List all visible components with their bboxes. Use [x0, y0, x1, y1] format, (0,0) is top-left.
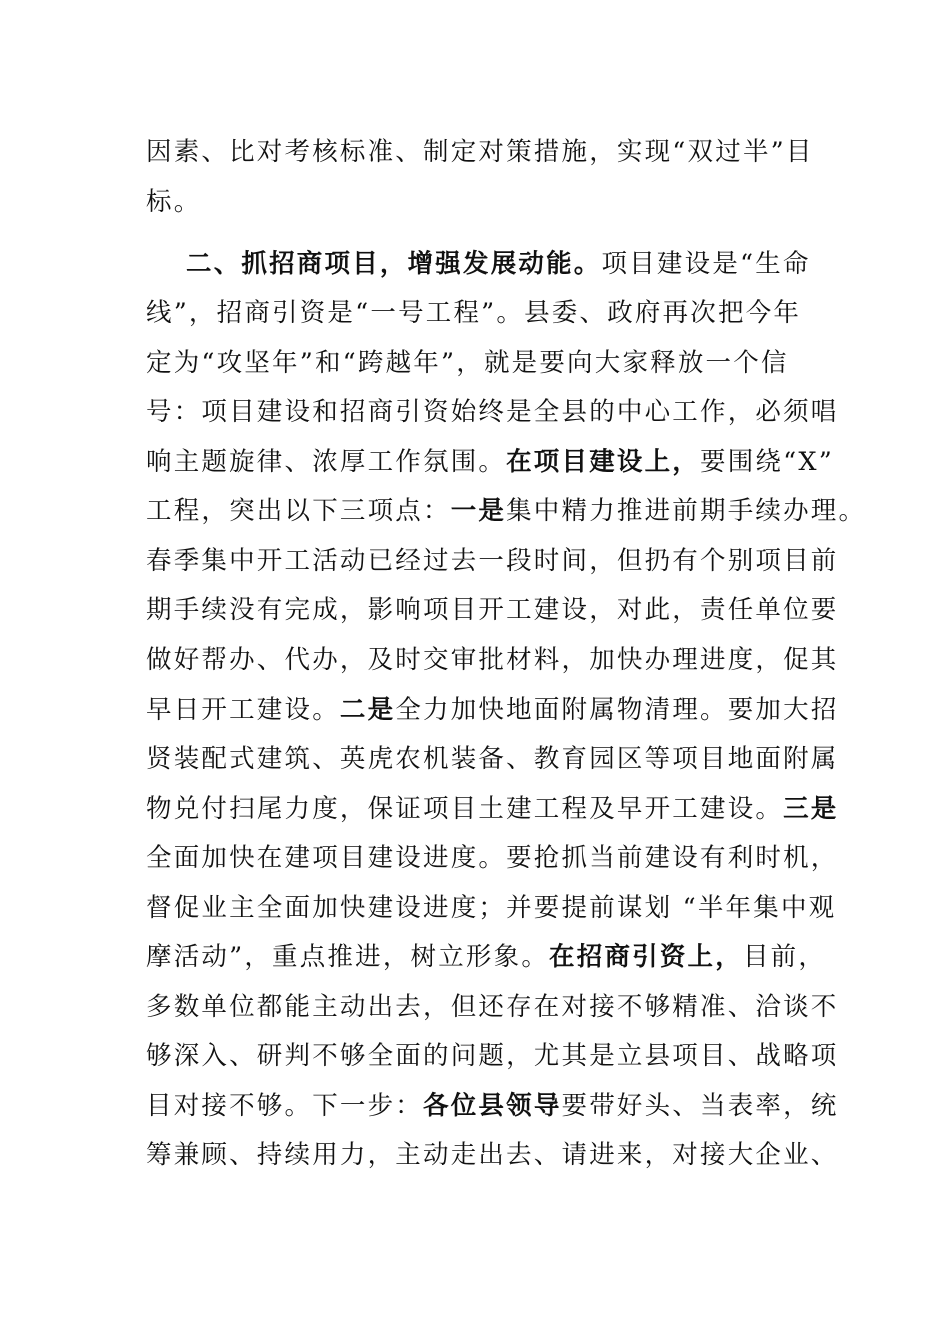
- text-run: 期手续没有完成，影响项目开工建设，对此，责任单位要: [146, 595, 839, 625]
- text-run: 工程，突出以下三项点：: [146, 496, 451, 526]
- text-line: [146, 177, 201, 227]
- text-run: 要围绕“X”: [700, 447, 834, 477]
- text-run: 目前，: [742, 942, 827, 972]
- text-line: [146, 585, 839, 635]
- text-run: 项目建设是“生命: [601, 249, 811, 279]
- text-line: [146, 734, 839, 784]
- text-line: [146, 685, 839, 735]
- text-line: [146, 833, 839, 883]
- text-run: 物兑付扫尾力度，保证项目土建工程及早开工建设。: [146, 794, 784, 824]
- text-line: [146, 982, 839, 1032]
- text-run: 多数单位都能主动出去，但还存在对接不够精准、洽谈不: [146, 992, 839, 1022]
- text-run: 集中精力推进前期手续办理。: [506, 496, 867, 526]
- text-run: 要带好头、当表率，统: [561, 1091, 839, 1121]
- text-run: 目对接不够。下一步：: [146, 1091, 424, 1121]
- text-run: 筹兼顾、持续用力，主动走出去、请进来，对接大企业、: [146, 1140, 839, 1170]
- text-line: [146, 784, 839, 834]
- text-line: [146, 437, 834, 487]
- text-line: [146, 387, 839, 437]
- bold-phrase: 在招商引资上，: [549, 942, 743, 972]
- text-line: [146, 288, 801, 338]
- text-run: 春季集中开工活动已经过去一段时间，但扔有个别项目前: [146, 546, 839, 576]
- section-heading: 二、抓招商项目，增强发展动能。: [186, 249, 602, 279]
- text-line: [146, 635, 839, 685]
- text-run: 督促业主全面加快建设进度；并要提前谋划 “半年集中观: [146, 893, 837, 923]
- text-line: [146, 1130, 839, 1180]
- text-run: 因素、比对考核标准、制定对策措施，实现“双过半”目: [146, 137, 814, 167]
- bold-phrase: 一是: [450, 496, 507, 526]
- text-line: [146, 883, 836, 933]
- text-line: [146, 1081, 839, 1131]
- bold-phrase: 各位县领导: [423, 1091, 562, 1121]
- bold-phrase: 三是: [783, 794, 839, 824]
- bold-phrase: 在项目建设上，: [506, 447, 701, 477]
- bold-phrase: 二是: [339, 695, 396, 725]
- text-run: 号：项目建设和招商引资始终是全县的中心工作，必须唱: [146, 397, 839, 427]
- text-run: 早日开工建设。: [146, 695, 340, 725]
- text-run: 够深入、研判不够全面的问题，尤其是立县项目、战略项: [146, 1041, 839, 1071]
- text-run: 响主题旋律、浓厚工作氛围。: [146, 447, 507, 477]
- text-run: 全力加快地面附属物清理。要加大招: [395, 695, 839, 725]
- text-run: 贤装配式建筑、英虎农机装备、教育园区等项目地面附属: [146, 744, 839, 774]
- text-run: 做好帮办、代办，及时交审批材料，加快办理进度，促其: [146, 645, 839, 675]
- text-run: 线”，招商引资是“一号工程”。县委、政府再次把今年: [146, 298, 802, 328]
- text-line: [146, 338, 789, 388]
- text-line: [146, 127, 814, 177]
- section-heading-line: [186, 239, 811, 289]
- text-line: [146, 536, 839, 586]
- text-line: [146, 486, 866, 536]
- text-run: 标。: [146, 187, 202, 217]
- text-run: 摩活动”，重点推进，树立形象。: [146, 942, 550, 972]
- text-run: 定为“攻坚年”和“跨越年”，就是要向大家释放一个信: [146, 348, 789, 378]
- text-line: [146, 1031, 839, 1081]
- text-run: 全面加快在建项目建设进度。要抢抓当前建设有利时机，: [146, 843, 839, 873]
- text-line: [146, 932, 826, 982]
